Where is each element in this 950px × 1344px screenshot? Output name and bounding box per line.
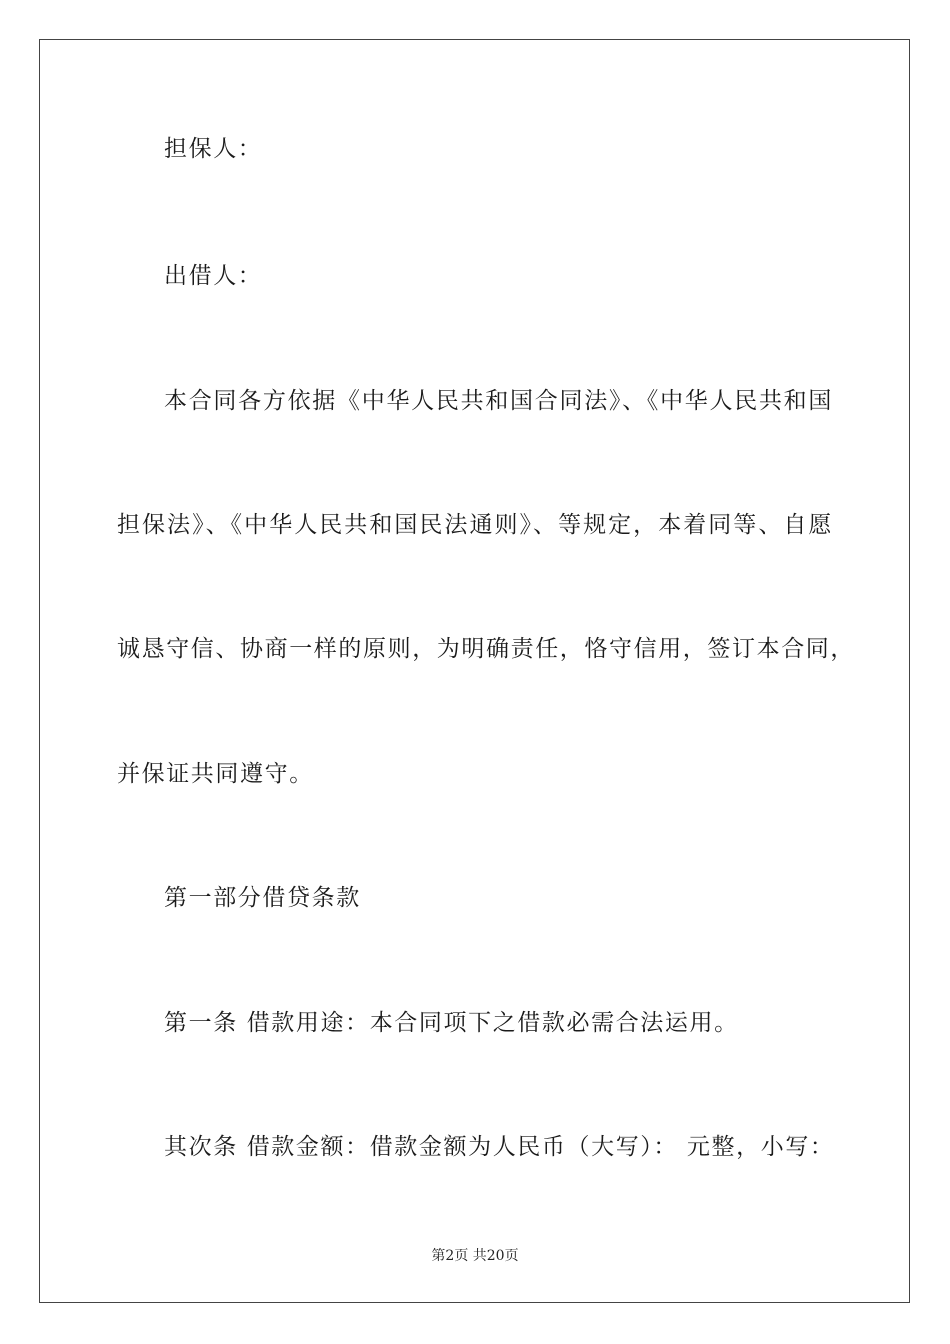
guarantor-label: 担保人：: [164, 136, 263, 162]
preamble-line-2: 担保法》、《中华人民共和国民法通则》、等规定，本着同等、自愿: [117, 512, 833, 538]
page-number-footer: 第2页 共20页: [431, 1248, 519, 1264]
lender-label: 出借人：: [164, 263, 263, 289]
preamble-line-4: 并保证共同遵守。: [117, 761, 314, 787]
part-one-heading: 第一部分借贷条款: [164, 885, 361, 911]
article-1: 第一条 借款用途：本合同项下之借款必需合法运用。: [164, 1010, 739, 1036]
article-2: 其次条 借款金额：借款金额为人民币（大写）： 元整，小写：: [164, 1134, 835, 1160]
page-frame: [39, 39, 910, 1303]
preamble-line-1: 本合同各方依据《中华人民共和国合同法》、《中华人民共和国: [164, 388, 833, 414]
preamble-line-3: 诚恳守信、协商一样的原则，为明确责任，恪守信用，签订本合同，: [117, 636, 855, 662]
